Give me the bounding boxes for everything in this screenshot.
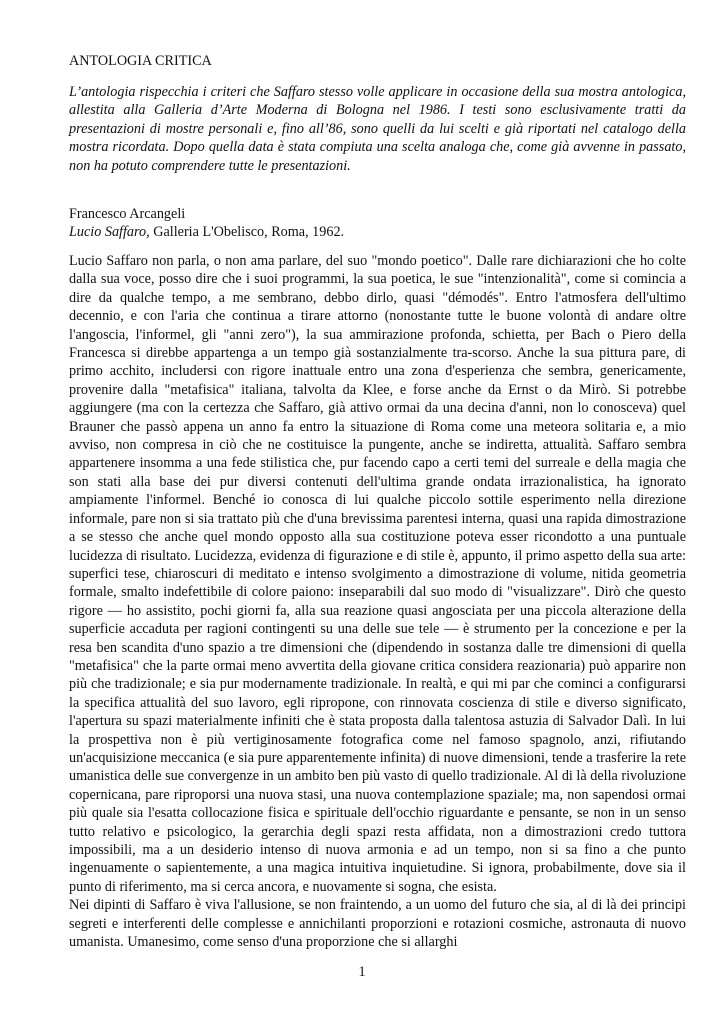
author-name: Francesco Arcangeli <box>69 206 186 222</box>
source-details: Galleria L'Obelisco, Roma, 1962. <box>149 224 345 240</box>
body-text <box>69 252 686 951</box>
page-heading: ANTOLOGIA CRITICA <box>69 53 212 69</box>
intro-paragraph: L’antologia rispecchia i criteri che Saffaro stesso volle applicare in occasione della sua mostra antologica, allestita alla Galleria d’Arte Moderna di Bologna nel 1986. I testi sono esclusivamente tratti da presentazioni di mostre personali e, fino all’86, sono quelli da lui scelti e già riportati nel catalogo della mostra ricordata. Dopo quella data è stata compiuta una scelta analoga che, come già avvenne in passato, non ha potuto comprendere tutte le presentazioni. <box>69 84 686 174</box>
body-paragraph: Nei dipinti di Saffaro è viva l'allusione, se non fraintendo, a un uomo del futuro che sia, al di là dei principi segreti e interferenti delle complesse e annichilanti proporzioni e rotazioni cosmiche, astronauta di nuovo umanista. Umanesimo, come senso d'una proporzione che si allarghi <box>69 897 686 951</box>
page-number: 1 <box>358 964 366 980</box>
body-paragraph: Lucio Saffaro non parla, o non ama parlare, del suo "mondo poetico". Dalle rare dichiarazioni che ho colte dalla sua voce, posso dire che i suoi programmi, la sua poetica, le sue "intenzionalità", come si comincia a dire da qualche tempo, a me sembrano, debbo dirlo, quasi "démodés". Entro l'atmosfera dell'ultimo decennio, e con l'aria che continua a tirare attorno (nonostante tutte le buone volontà di andare oltre l'angoscia, l'informel, gli "anni zero"), la sua ammirazione profonda, schietta, per Bach o Piero della Francesca si direbbe appartenga a un tempo già sostanzialmente tra-scorso. Anche la sua pittura pare, di primo acchito, includersi con rigore inattuale entro una zona d'esperienza che sembra, genericamente, provenire dalla "metafisica" italiana, talvolta da Klee, e forse anche da Ernst o da Mirò. Si potrebbe aggiungere (ma con la certezza che Saffaro, già attivo ormai da una decina d'anni, non lo conosceva) quel Brauner che passò appena un anno fa entro la situazione di Roma come una meteora solitaria e, a mio avviso, non compresa in ciò che ne costituisce la pungente, anche se indiretta, attualità. Saffaro sembra appartenere insomma a una fede stilistica che, pur facendo capo a certi temi del surreale e della magia che son stati alla base dei pur diversi contenuti dell'ultima grande ondata irrazionalistica, ha ignorato ampiamente l'informel. Benché io conosca di lui qualche piccolo sottile esperimento nella direzione informale, pare non si sia trattato più che d'una brevissima parentesi interna, quasi una rapida dimostrazione a se stesso che anche quel mondo opposto alla sua costituzione poteva esser ricondotto a una puntuale lucidezza di risultato. Lucidezza, evidenza di figurazione e di stile è, appunto, il primo aspetto della sua arte: superfici tese, chiaroscuri di meditato e intenso svolgimento a dimostrazione di volume, nitida geometria formale, smalto indefettibile di colore paiono: inseparabili dal suo modo di "visualizzare". Dirò che questo rigore — ho assistito, pochi giorni fa, alla sua reazione quasi angosciata per una piccola alterazione della superficie accaduta per ragioni contingenti su una delle sue tele — è strumento per la concezione e per la resa ben scandita d'uno spazio a tre dimensioni che (dipendendo in sostanza dalle tre dimensioni di quella "metafisica" che la parte ormai meno avvertita della giovane critica considera reazionaria) può apparire non più che tradizionale; e sia pur modernamente tradizionale. In realtà, e qui mi par che cominci a configurarsi la specifica attualità del suo lavoro, egli ripropone, con rinnovata coscienza di stile e diverso significato, l'apertura su spazi materialmente infiniti che è stata proposta dalla talentosa astuzia di Salvador Dalì. In lui la prospettiva non è più vertiginosamente fotografica come nel famoso spagnolo, anzi, rifiutando un'acquisizione meccanica (e sia pure apparentemente infinita) di nuove dimensioni, tende a trasferire la rete umanistica delle sue convergenze in un ambito ben più vasto di quello tradizionale. Al di là della rivoluzione copernicana, pare riproporsi una nuova stasi, una nuova contemplazione spaziale; ma, non sapendosi ormai più quale sia l'esatta collocazione fisica e spirituale dell'occhio riguardante e pensante, se non in un senso tutto relativo e psicologico, la gerarchia degli spazi resta affidata, non a dimostrazioni credo tuttora impossibili, ma a un desiderio intenso di nuova armonia e ad un tempo, non si sa fino a che punto ingenuamente o sapientemente, a una magica intuitiva inquietudine. Si ignora, probabilmente, dove sia il punto di riferimento, ma si cerca ancora, e nuovamente si sogna, che esista. <box>69 253 686 895</box>
source-title: Lucio Saffaro, <box>69 224 150 240</box>
source-citation <box>69 223 669 241</box>
